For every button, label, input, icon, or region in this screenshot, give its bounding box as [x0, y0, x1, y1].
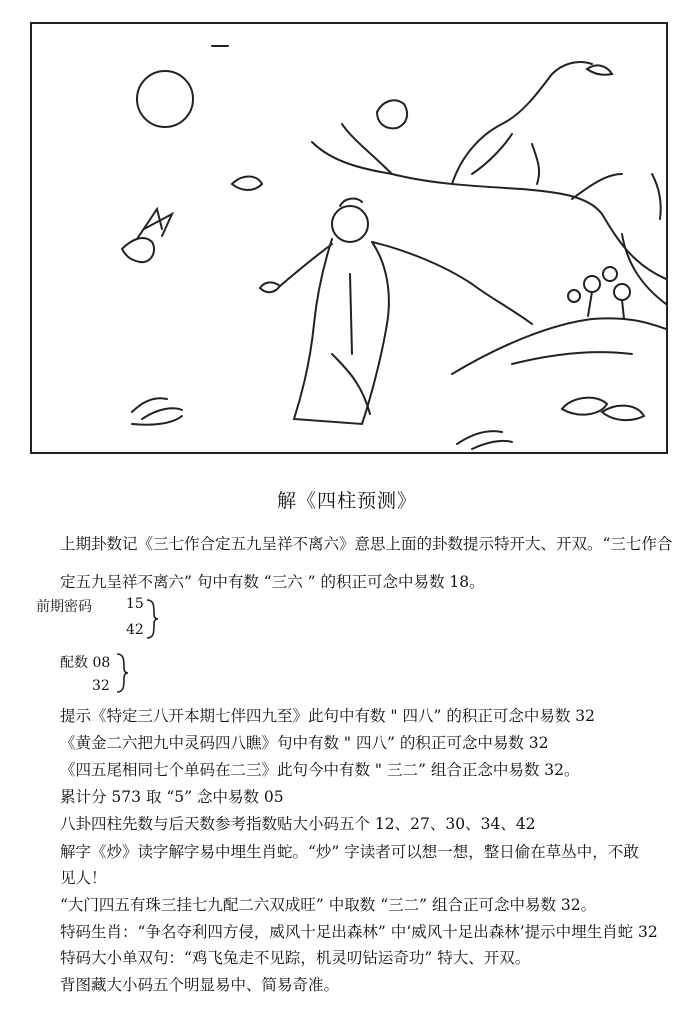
text-line: 特码生肖：“争名夺利四方侵，威风十足出森林” 中‘威风十足出森林’提示中埋生肖蛇 32	[60, 923, 658, 941]
text-line: 特码大小单双句：“鸡飞兔走不见踪，机灵叨钻运奇功” 特大、开双。	[60, 949, 531, 967]
text-line: 提示《特定三八开本期七伴四九至》此句中有数 " 四八” 的积正可念中易数 32	[60, 707, 595, 725]
previous-code-number: 15	[126, 596, 144, 612]
brace-icon	[144, 598, 160, 640]
previous-code-label: 前期密码	[36, 599, 92, 615]
text-line: 《四五尾相同七个单码在二三》此句今中有数 " 三二” 组合正念中易数 32。	[60, 761, 580, 779]
paragraph-line-2: 定五九呈祥不离六” 句中有数 “三六 ” 的积正可念中易数 18。	[60, 573, 485, 591]
scholar-and-bird-drawing	[32, 24, 666, 452]
text-line: “大门四五有珠三挂七九配二六双成旺” 中取数 “三二” 组合正可念中易数 32。	[60, 896, 597, 914]
text-line: 《黄金二六把九中灵码四八瞧》句中有数 " 四八” 的积正可念中易数 32	[60, 734, 549, 752]
text-line: 累计分 573 取 “5” 念中易数 05	[60, 788, 284, 806]
text-line: 解字《炒》读字解字易中埋生肖蛇。“炒” 字读者可以想一想，整日偷在草丛中，不敢	[60, 843, 639, 861]
text-line: 背图藏大小码五个明显易中、简易奇准。	[60, 976, 340, 994]
illustration	[30, 22, 668, 454]
section-title: 解《四柱预测》	[276, 490, 417, 512]
pairing-number: 32	[92, 678, 110, 694]
pairing-label: 配数 08	[60, 655, 111, 671]
previous-code-number: 42	[126, 622, 144, 638]
text-line: 见人！	[60, 869, 107, 887]
text-line: 八卦四柱先数与后天数参考指数贴大小码五个 12、27、30、34、42	[60, 815, 536, 833]
paragraph-line-1: 上期卦数记《三七作合定五九呈祥不离六》意思上面的卦数提示特开大、开双。“三七作合	[60, 535, 673, 553]
brace-icon	[114, 652, 130, 694]
